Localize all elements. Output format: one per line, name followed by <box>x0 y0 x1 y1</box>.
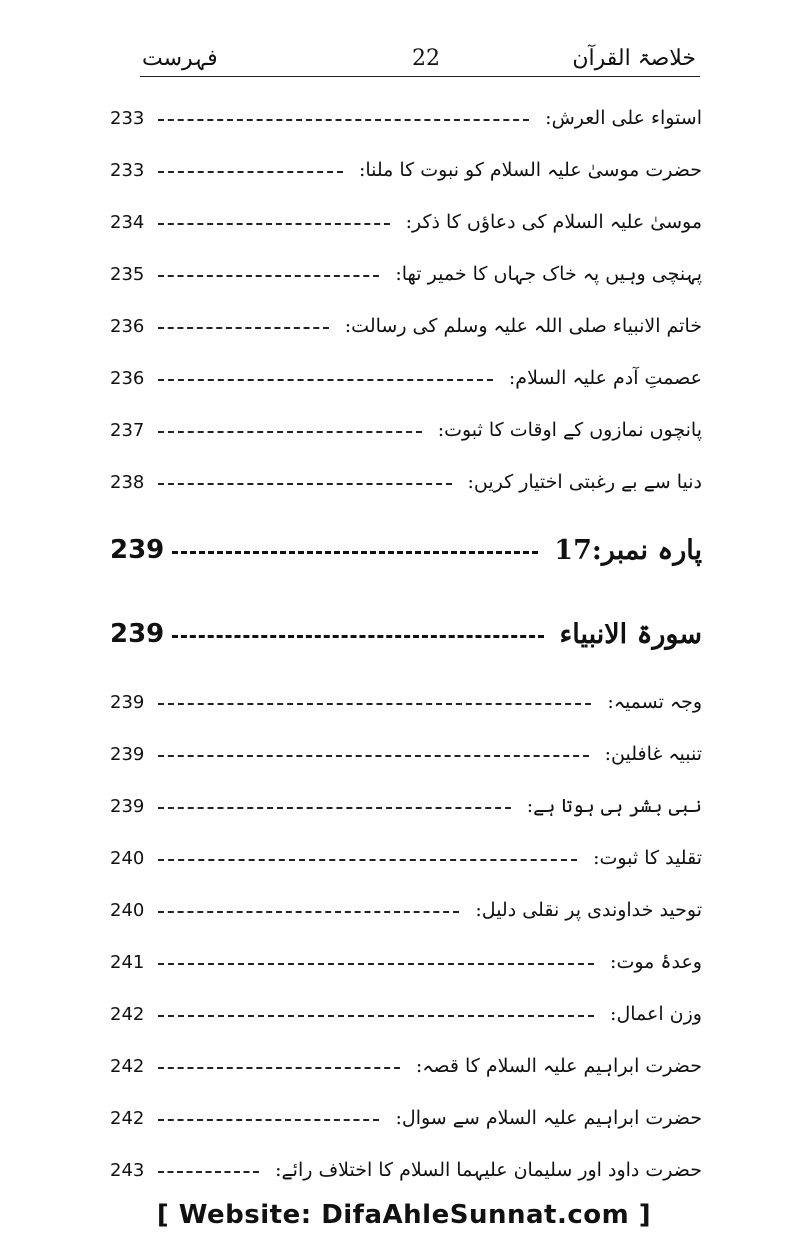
toc-entry <box>110 300 702 352</box>
dotted-leader <box>158 223 390 225</box>
toc-entry-page: 237 <box>110 419 145 441</box>
toc-entry-topic: پہنچی وہیں پہ خاک جہاں کا خمیر تھا: <box>395 263 702 285</box>
toc-entry-page: 240 <box>110 847 145 869</box>
book-title: خلاصۃ القرآن <box>572 46 696 71</box>
toc-entry-page: 238 <box>110 471 145 493</box>
dotted-leader <box>158 119 529 121</box>
toc-part-heading <box>110 508 702 592</box>
toc-entry <box>110 196 702 248</box>
toc-entry-topic: وجہ تسمیہ: <box>607 691 702 713</box>
toc-entry-topic: تقلید کا ثبوت: <box>593 847 702 869</box>
toc-entry-topic: خاتم الانبیاء صلی اللہ علیہ وسلم کی رسالت: <box>344 315 702 337</box>
dotted-leader <box>158 703 591 705</box>
toc-entry-topic: توحید خداوندی پر نقلی دلیل: <box>475 899 702 921</box>
toc-entry <box>110 676 702 728</box>
toc-surah-heading <box>110 592 702 676</box>
surah-heading-title: سورۃ الانبیاء <box>559 618 702 650</box>
toc-entry <box>110 936 702 988</box>
toc-entry <box>110 248 702 300</box>
toc-entry <box>110 352 702 404</box>
toc-entry <box>110 404 702 456</box>
toc-entry-topic: موسیٰ علیہ السلام کی دعاؤں کا ذکر: <box>405 211 702 233</box>
toc-entry <box>110 456 702 508</box>
toc-entry-page: 236 <box>110 315 145 337</box>
toc-entry-page: 235 <box>110 263 145 285</box>
toc-entry-topic: عصمتِ آدم علیہ السلام: <box>508 367 702 389</box>
page-header <box>140 42 700 77</box>
toc-entry <box>110 780 702 832</box>
surah-heading-page: 239 <box>110 619 165 649</box>
toc-entry-page: 239 <box>110 795 145 817</box>
dotted-leader <box>158 171 343 173</box>
dotted-leader <box>158 911 459 913</box>
dotted-leader <box>158 807 511 809</box>
toc-entry-topic: وزن اعمال: <box>610 1003 702 1025</box>
toc-entry <box>110 92 702 144</box>
toc-entry-topic: پانچوں نمازوں کے اوقات کا ثبوت: <box>437 419 702 441</box>
toc-entry <box>110 728 702 780</box>
dotted-leader <box>158 483 452 485</box>
toc-entry <box>110 144 702 196</box>
toc-entry <box>110 1092 702 1144</box>
toc-entry <box>110 988 702 1040</box>
dotted-leader <box>158 275 379 277</box>
toc-entry-page: 234 <box>110 211 145 233</box>
toc-entry-page: 239 <box>110 743 145 765</box>
toc-entry-topic: تنبیہ غافلین: <box>604 743 702 765</box>
part-heading-title: پارہ نمبر:17 <box>554 534 702 566</box>
toc-entry-page: 242 <box>110 1003 145 1025</box>
toc-entry-page: 240 <box>110 899 145 921</box>
dotted-leader <box>172 635 543 638</box>
dotted-leader <box>158 1067 400 1069</box>
dotted-leader <box>158 755 589 757</box>
toc-entry <box>110 832 702 884</box>
toc-entry-topic: استواء علی العرش: <box>545 107 702 129</box>
dotted-leader <box>158 1119 379 1121</box>
dotted-leader <box>158 859 577 861</box>
part-heading-page: 239 <box>110 535 165 565</box>
toc-entry-page: 241 <box>110 951 145 973</box>
dotted-leader <box>158 963 594 965</box>
dotted-leader <box>158 1171 259 1173</box>
dotted-leader <box>172 551 538 554</box>
toc-entry-topic: حضرت داود اور سلیمان علیہما السلام کا اختلاف رائے: <box>275 1159 702 1181</box>
toc-entry <box>110 1144 702 1196</box>
website-footer: [ Website: DifaAhleSunnat.com ] <box>156 1200 652 1230</box>
page-number: 22 <box>412 46 440 71</box>
toc-entry-page: 239 <box>110 691 145 713</box>
toc-entry-topic: وعدۂ موت: <box>610 951 702 973</box>
toc-entry-page: 233 <box>110 107 145 129</box>
toc-entry-page: 236 <box>110 367 145 389</box>
section-title: فہرست <box>142 46 218 71</box>
dotted-leader <box>158 431 422 433</box>
toc-entry-topic: حضرت ابراہیم علیہ السلام سے سوال: <box>395 1107 702 1129</box>
dotted-leader <box>158 379 493 381</box>
toc-entry-page: 233 <box>110 159 145 181</box>
toc-entry-topic: نبی بشر ہی ہوتا ہے: <box>526 795 702 817</box>
toc-entry-page: 243 <box>110 1159 145 1181</box>
toc-entry-page: 242 <box>110 1107 145 1129</box>
toc-entry-page: 242 <box>110 1055 145 1077</box>
dotted-leader <box>158 327 329 329</box>
toc-entry-topic: حضرت ابراہیم علیہ السلام کا قصہ: <box>415 1055 702 1077</box>
toc-entry <box>110 884 702 936</box>
toc-entry-topic: دنیا سے بے رغبتی اختیار کریں: <box>467 471 702 493</box>
toc-entry-topic: حضرت موسیٰ علیہ السلام کو نبوت کا ملنا: <box>358 159 702 181</box>
toc-entry <box>110 1040 702 1092</box>
dotted-leader <box>158 1015 594 1017</box>
table-of-contents <box>110 92 702 1196</box>
